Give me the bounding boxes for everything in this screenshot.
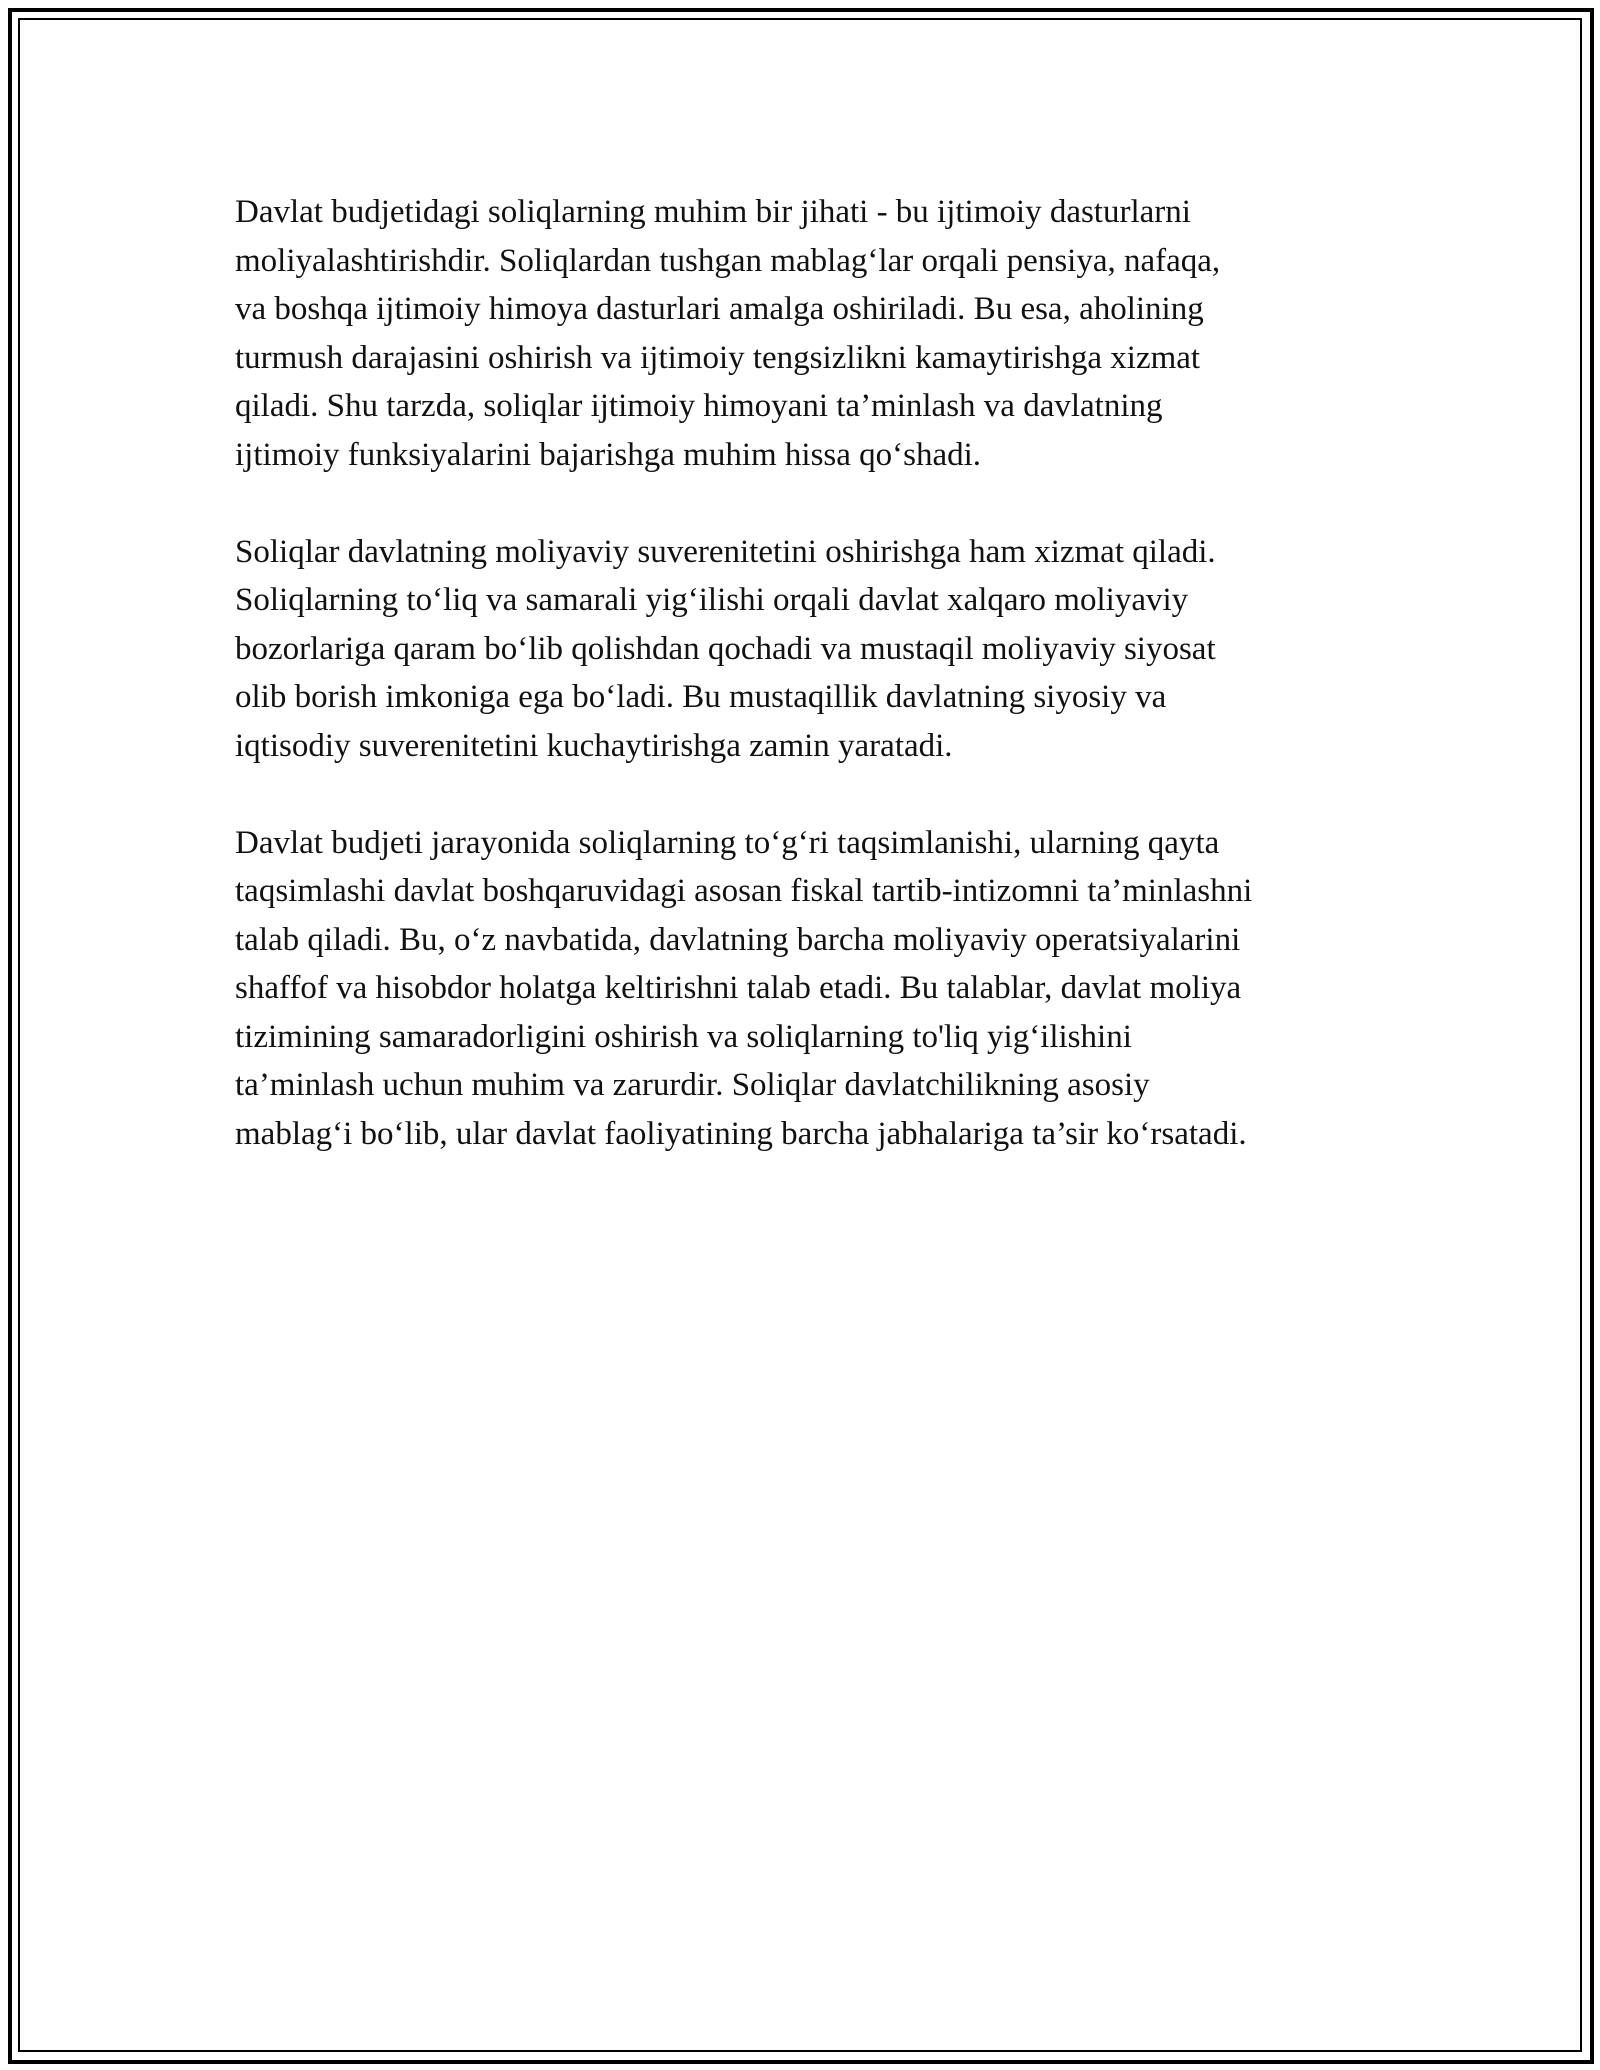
document-body: [235, 188, 1370, 1207]
text-line: moliyalashtirishdir. Soliqlardan tushgan mablag‘lar orqali pensiya, nafaqa,: [235, 242, 1221, 279]
text-line: mablag‘i bo‘lib, ular davlat faoliyatining barcha jabhalariga ta’sir ko‘rsatadi.: [235, 1115, 1247, 1152]
text-line: Soliqlar davlatning moliyaviy suverenitetini oshirishga ham xizmat qiladi.: [235, 533, 1216, 570]
text-line: ijtimoiy funksiyalarini bajarishga muhim hissa qo‘shadi.: [235, 436, 982, 473]
text-line: va boshqa ijtimoiy himoya dasturlari amalga oshiriladi. Bu esa, aholining: [235, 291, 1204, 327]
text-line: Soliqlarning to‘liq va samarali yig‘ilishi orqali davlat xalqaro moliyaviy: [235, 582, 1189, 618]
text-line: olib borish imkoniga ega bo‘ladi. Bu mustaqillik davlatning siyosiy va: [235, 679, 1167, 715]
text-line: Davlat budjetidagi soliqlarning muhim bir jihati - bu ijtimoiy dasturlarni: [235, 194, 1191, 230]
text-line: tizimining samaradorligini oshirish va soliqlarning to'liq yig‘ilishini: [235, 1018, 1132, 1055]
paragraph-1: [235, 188, 1370, 479]
text-line: bozorlariga qaram bo‘lib qolishdan qochadi va mustaqil moliyaviy siyosat: [235, 630, 1216, 667]
text-line: qiladi. Shu tarzda, soliqlar ijtimoiy himoyani ta’minlash va davlatning: [235, 388, 1163, 424]
text-line: ta’minlash uchun muhim va zarurdir. Soliqlar davlatchilikning asosiy: [235, 1067, 1150, 1103]
paragraph-3: [235, 819, 1370, 1159]
text-line: turmush darajasini oshirish va ijtimoiy tengsizlikni kamaytirishga xizmat: [235, 339, 1201, 376]
text-line: iqtisodiy suverenitetini kuchaytirishga zamin yaratadi.: [235, 727, 953, 764]
paragraph-2: [235, 528, 1370, 771]
text-line: shaffof va hisobdor holatga keltirishni talab etadi. Bu talablar, davlat moliya: [235, 970, 1242, 1006]
text-line: talab qiladi. Bu, o‘z navbatida, davlatning barcha moliyaviy operatsiyalarini: [235, 921, 1241, 958]
text-line: taqsimlashi davlat boshqaruvidagi asosan fiskal tartib-intizomni ta’minlashni: [235, 873, 1253, 909]
text-line: Davlat budjeti jarayonida soliqlarning to‘g‘ri taqsimlanishi, ularning qayta: [235, 824, 1220, 861]
